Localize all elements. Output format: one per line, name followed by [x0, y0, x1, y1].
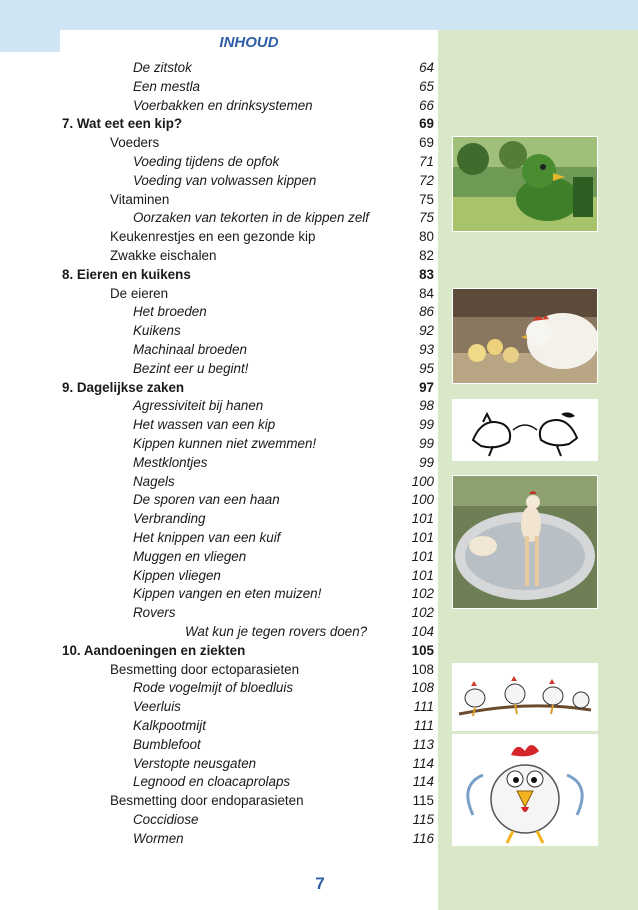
toc-row — [133, 303, 434, 321]
toc-entry-page: 101 — [411, 530, 434, 545]
toc-entry-title: Nagels — [133, 473, 175, 489]
toc-entry-page: 72 — [419, 172, 434, 188]
toc-entry-page: 101 — [411, 567, 434, 583]
page-title: INHOUD — [219, 34, 279, 51]
excited-chicken-cartoon — [452, 734, 598, 846]
toc-entry-page: 115 — [412, 793, 434, 809]
toc-entry-title: Mestklontjes — [133, 454, 208, 470]
toc-entry-page: 102 — [411, 605, 434, 621]
toc-entry-page: 111 — [413, 718, 434, 733]
toc-entry-title: Kalkpootmijt — [133, 718, 206, 733]
toc-entry-title: Rovers — [133, 605, 176, 621]
toc-entry-page: 108 — [411, 680, 434, 696]
toc-row — [133, 435, 434, 453]
toc-entry-title: Voeding van volwassen kippen — [133, 172, 317, 188]
toc-row — [110, 228, 434, 246]
toc-row — [133, 97, 434, 115]
toc-entry-page: 84 — [419, 285, 434, 301]
toc-row — [110, 247, 434, 265]
toc-entry-title: Het broeden — [133, 304, 207, 320]
chickens-on-perch-cartoon — [452, 663, 598, 731]
toc-entry-page: 104 — [411, 624, 434, 639]
toc-row — [185, 623, 434, 641]
toc-entry-page: 86 — [419, 304, 434, 320]
toc-row — [133, 567, 434, 585]
toc-entry-page: 80 — [419, 229, 434, 245]
toc-row — [133, 416, 434, 434]
toc-entry-title: Vitaminen — [110, 191, 170, 207]
toc-row — [133, 454, 434, 472]
toc-row — [133, 830, 434, 848]
toc-entry-page: 116 — [412, 830, 434, 846]
toc-entry-title: Legnood en cloacaprolaps — [133, 774, 291, 790]
toc-row — [110, 134, 434, 152]
toc-entry-title: 7. Wat eet een kip? — [62, 116, 183, 132]
toc-entry-page: 113 — [412, 736, 434, 752]
toc-row — [133, 529, 434, 547]
toc-entry-title: Bumblefoot — [133, 736, 201, 752]
page-number: 7 — [315, 874, 325, 893]
toc-chapter-row — [62, 266, 434, 284]
toc-row — [133, 491, 434, 509]
toc-entry-page: 101 — [411, 511, 434, 527]
toc-entry-title: 9. Dagelijkse zaken — [62, 379, 185, 395]
toc-entry-page: 82 — [419, 248, 434, 263]
toc-entry-page: 71 — [419, 154, 434, 169]
toc-entry-page: 83 — [419, 266, 434, 282]
toc-row — [133, 397, 434, 415]
toc-entry-title: Oorzaken van tekorten in de kippen zelf — [133, 210, 369, 226]
toc-entry-page: 75 — [419, 210, 434, 226]
toc-entry-title: Coccidiose — [133, 812, 199, 827]
toc-entry-page: 105 — [411, 642, 434, 658]
toc-entry-title: Besmetting door ectoparasieten — [110, 661, 300, 677]
toc-row — [133, 209, 434, 227]
toc-entry-title: Agressiviteit bij hanen — [133, 398, 264, 414]
toc-row — [133, 679, 434, 697]
toc-row — [133, 510, 434, 528]
toc-row — [133, 698, 434, 716]
toc-entry-page: 69 — [419, 135, 434, 151]
toc-entry-title: Voeding tijdens de opfok — [133, 154, 280, 169]
toc-entry-title: Het wassen van een kip — [133, 417, 276, 433]
toc-row — [133, 773, 434, 791]
toc-row — [133, 153, 434, 171]
toc-row — [110, 792, 434, 810]
toc-entry-title: De eieren — [110, 285, 169, 301]
toc-entry-title: Kippen kunnen niet zwemmen! — [133, 436, 317, 451]
toc-row — [133, 473, 434, 491]
toc-chapter-row — [62, 379, 434, 397]
toc-row — [133, 78, 434, 96]
toc-entry-title: 10. Aandoeningen en ziekten — [62, 642, 246, 658]
toc-entry-page: 98 — [419, 398, 434, 414]
toc-entry-title: Kippen vliegen — [133, 567, 221, 583]
toc-entry-title: 8. Eieren en kuikens — [62, 266, 191, 282]
toc-entry-page: 100 — [411, 473, 434, 489]
toc-entry-title: Een mestla — [133, 78, 200, 94]
toc-entry-title: Voeders — [110, 135, 160, 151]
toc-entry-page: 114 — [412, 755, 434, 771]
toc-entry-title: Bezint eer u begint! — [133, 360, 249, 376]
toc-entry-title: Wormen — [133, 830, 184, 846]
toc-entry-page: 111 — [413, 699, 434, 715]
toc-entry-title: Verstopte neusgaten — [133, 755, 257, 771]
toc-row — [133, 585, 434, 603]
toc-row — [133, 59, 434, 77]
toc-entry-page: 75 — [419, 191, 434, 207]
toc-entry-title: Machinaal broeden — [133, 342, 247, 357]
toc-entry-title: Kuikens — [133, 323, 181, 339]
toc-row — [133, 811, 434, 829]
toc-row — [110, 191, 434, 209]
toc-row — [133, 341, 434, 359]
toc-entry-page: 69 — [419, 116, 434, 132]
toc-entry-page: 93 — [419, 342, 434, 357]
toc-entry-page: 99 — [419, 454, 434, 470]
toc-entry-page: 99 — [419, 417, 434, 433]
toc-row — [133, 360, 434, 378]
fighting-roosters-drawing — [452, 399, 598, 461]
toc-entry-title: Het knippen van een kuif — [133, 530, 281, 545]
toc-entry-page: 99 — [419, 436, 434, 451]
toc-entry-page: 115 — [412, 812, 434, 827]
toc-row — [133, 604, 434, 622]
toc-entry-title: Zwakke eischalen — [110, 248, 217, 263]
toc-entry-title: Muggen en vliegen — [133, 548, 247, 564]
toc-chapter-row — [62, 642, 434, 660]
toc-entry-title: Veerluis — [133, 699, 181, 715]
toc-row — [133, 548, 434, 566]
toc-row — [133, 172, 434, 190]
toc-entry-title: Keukenrestjes en een gezonde kip — [110, 229, 316, 245]
toc-entry-title: De zitstok — [133, 60, 192, 75]
toc-entry-page: 97 — [419, 379, 434, 395]
toc-row — [133, 736, 434, 754]
toc-row — [110, 661, 434, 679]
toc-entry-title: Besmetting door endoparasieten — [110, 793, 304, 809]
toc-entry-title: Kippen vangen en eten muizen! — [133, 586, 322, 602]
toc-row — [110, 285, 434, 303]
toc-entry-page: 100 — [411, 492, 434, 508]
toc-entry-page: 101 — [411, 548, 434, 564]
toc-entry-title: Wat kun je tegen rovers doen? — [185, 624, 368, 639]
toc-row — [133, 717, 434, 735]
toc-entry-page: 95 — [419, 360, 434, 376]
toc-entry-page: 65 — [419, 78, 434, 94]
toc-entry-page: 114 — [412, 774, 434, 790]
toc-row — [133, 322, 434, 340]
toc-entry-page: 92 — [419, 323, 434, 339]
toc-entry-page: 108 — [411, 661, 434, 677]
toc-chapter-row — [62, 115, 434, 133]
hen-with-chicks-photo — [452, 288, 598, 384]
toc-entry-page: 102 — [411, 586, 434, 602]
toc-entry-title: Voerbakken en drinksystemen — [133, 97, 313, 113]
toc-row — [133, 755, 434, 773]
toc-entry-title: De sporen van een haan — [133, 492, 280, 508]
toc-entry-title: Rode vogelmijt of bloedluis — [133, 680, 294, 696]
toc-entry-page: 64 — [419, 60, 434, 75]
toc-entry-page: 66 — [419, 97, 434, 113]
toc-entry-title: Verbranding — [133, 511, 206, 527]
chicken-in-water-bowl-photo — [452, 475, 598, 609]
topiary-chicken-photo — [452, 136, 598, 232]
